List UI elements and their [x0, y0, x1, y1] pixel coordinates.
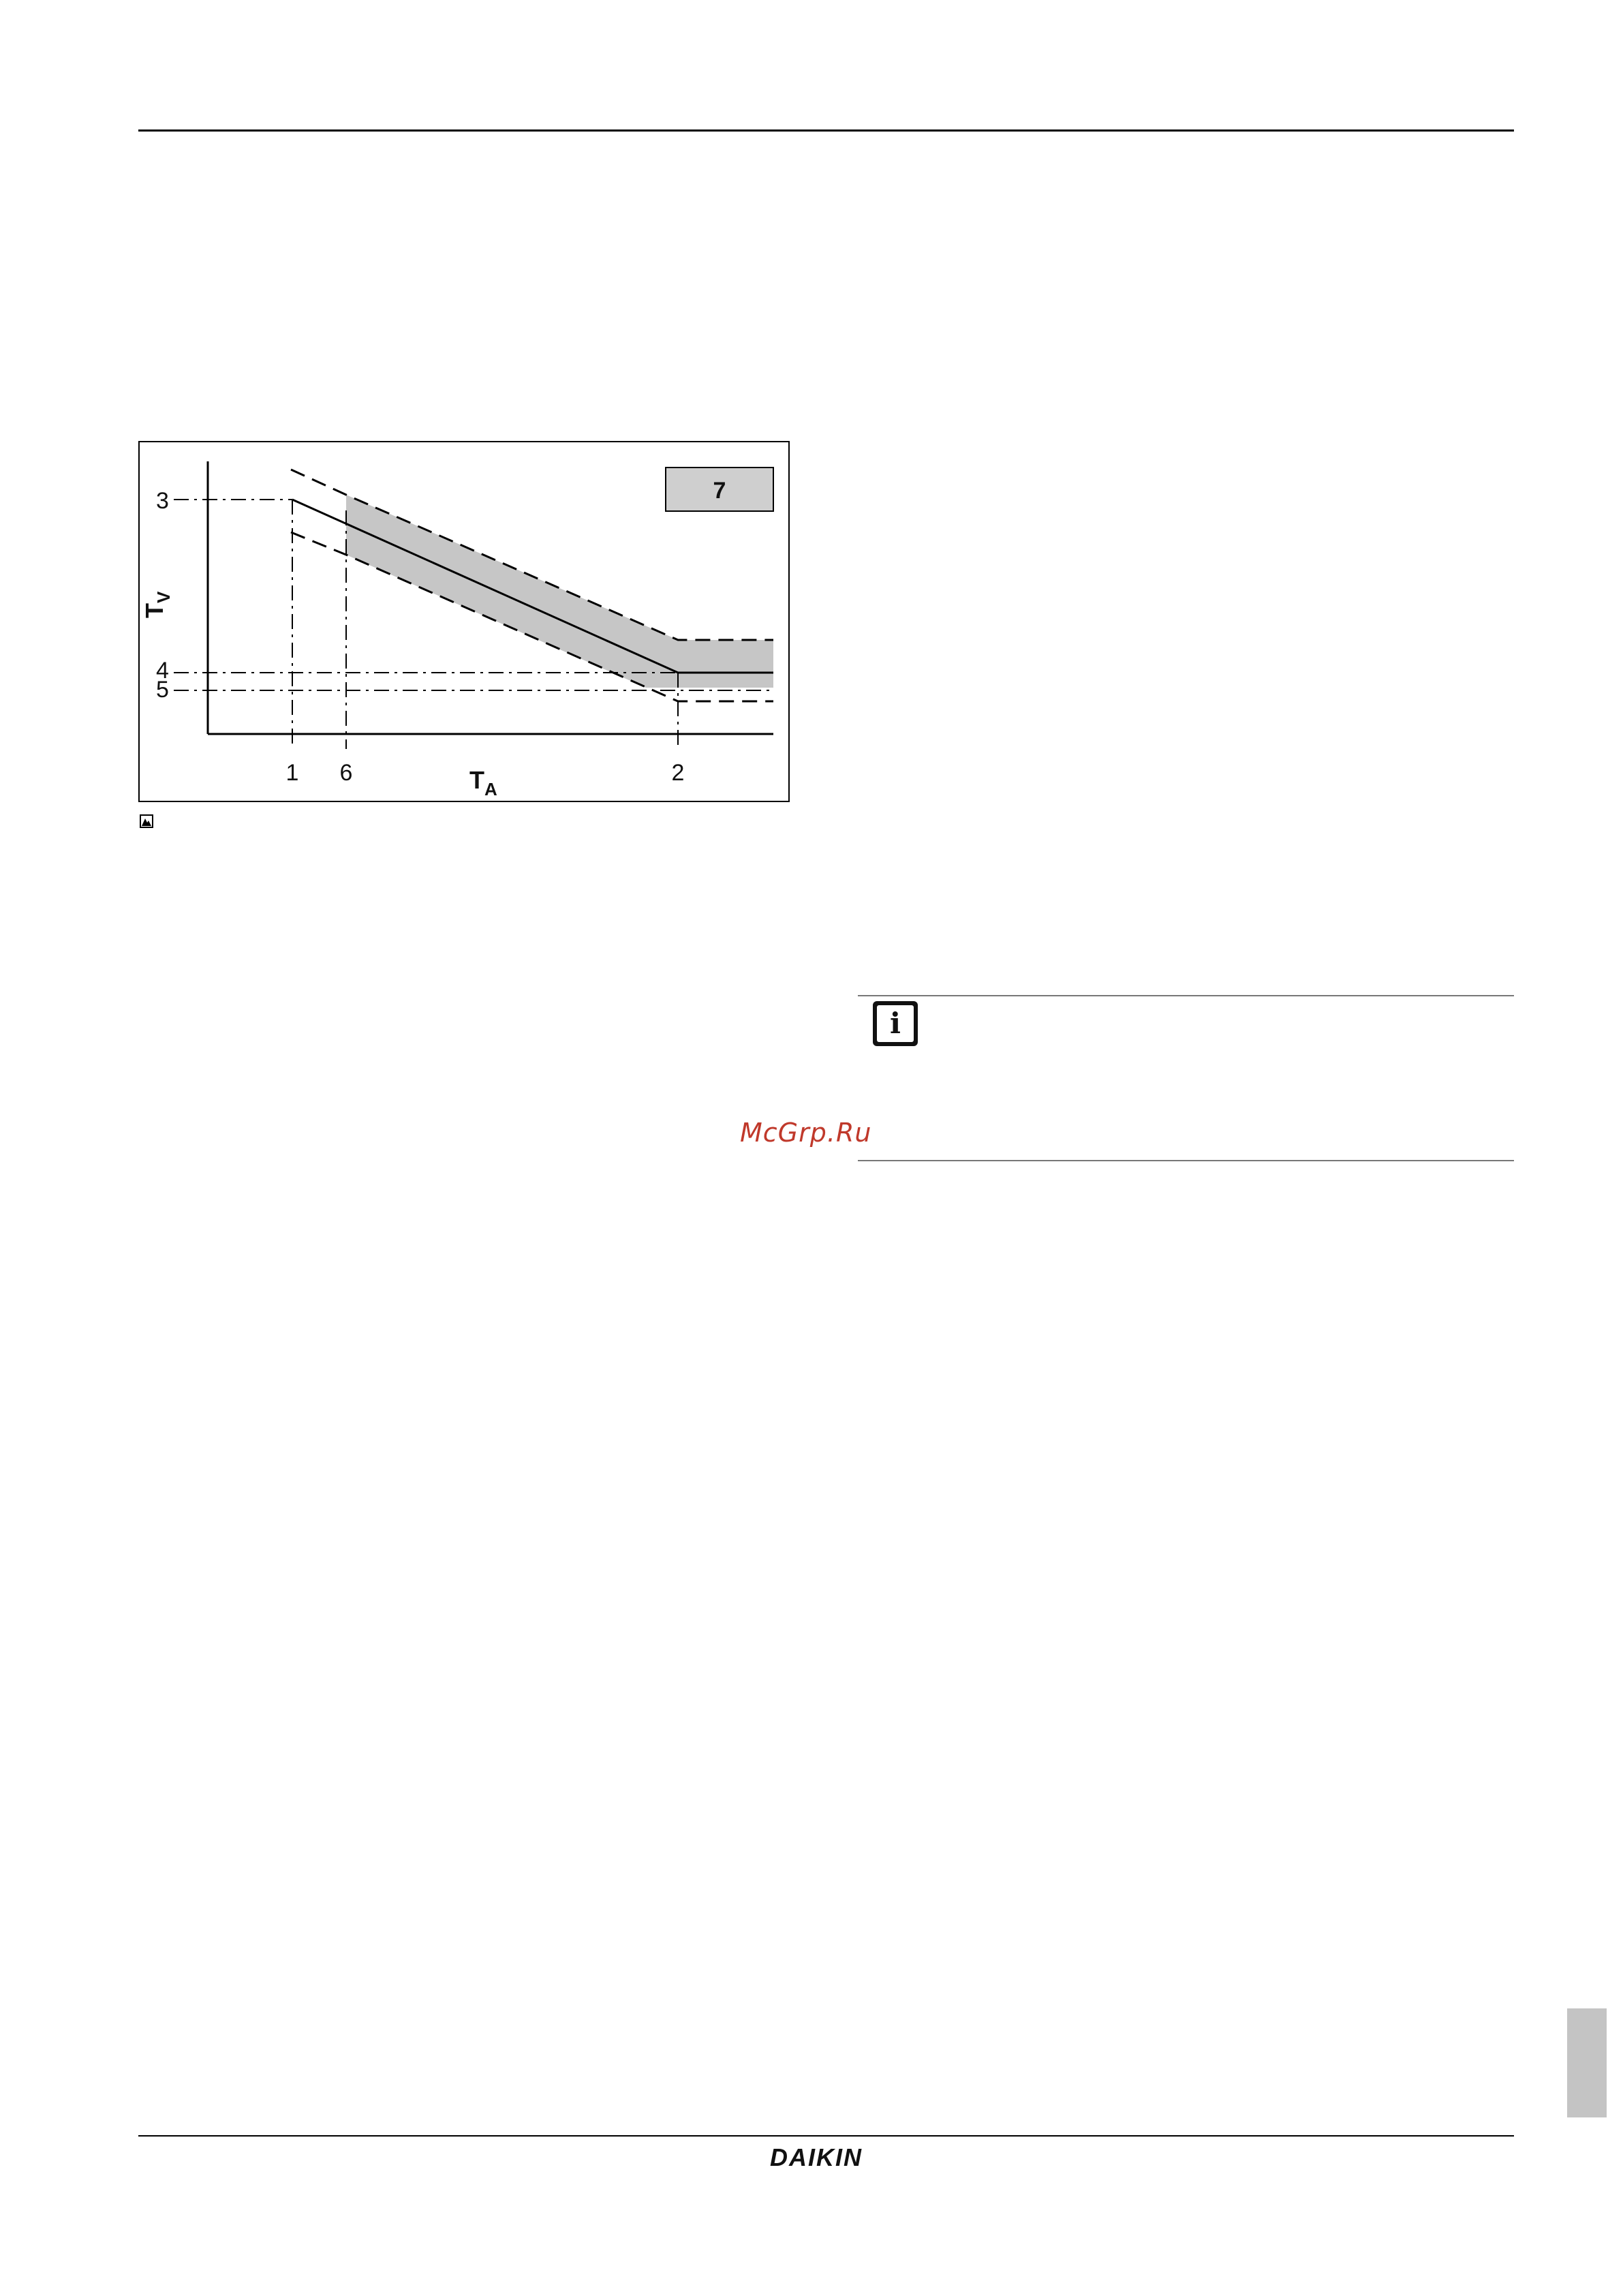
top-rule: [138, 129, 1514, 132]
mountain-image-icon: [140, 814, 153, 828]
tolerance-band: [346, 495, 773, 688]
x-tick-1: 1: [285, 760, 299, 786]
info-box-top-rule: [858, 995, 1514, 996]
bottom-rule: [138, 2135, 1514, 2137]
x-axis-title-main: T: [469, 766, 484, 794]
y-axis-title-sub: V: [153, 591, 174, 603]
x-axis-title-sub: A: [484, 779, 497, 799]
x-tick-6: 6: [339, 760, 353, 786]
curve-figure: [138, 441, 790, 802]
info-icon-glyph: i: [890, 1007, 901, 1040]
x-axis-title: [469, 766, 497, 799]
y-axis-title: [140, 591, 174, 618]
x-tick-2: 2: [671, 760, 685, 786]
side-thumb-tab: [1567, 2008, 1607, 2117]
info-icon: [873, 1001, 918, 1046]
brand-logo: DAIKIN: [770, 2143, 863, 2171]
box-7-label: 7: [713, 478, 726, 504]
info-box-bottom-rule: [858, 1160, 1514, 1161]
y-tick-5: 5: [156, 677, 169, 703]
curve-diagram: [140, 442, 788, 801]
y-tick-4: 4: [156, 658, 169, 684]
y-tick-3: 3: [156, 488, 169, 514]
watermark-link[interactable]: McGrp.Ru: [740, 1118, 872, 1148]
y-axis-title-main: T: [140, 603, 168, 618]
